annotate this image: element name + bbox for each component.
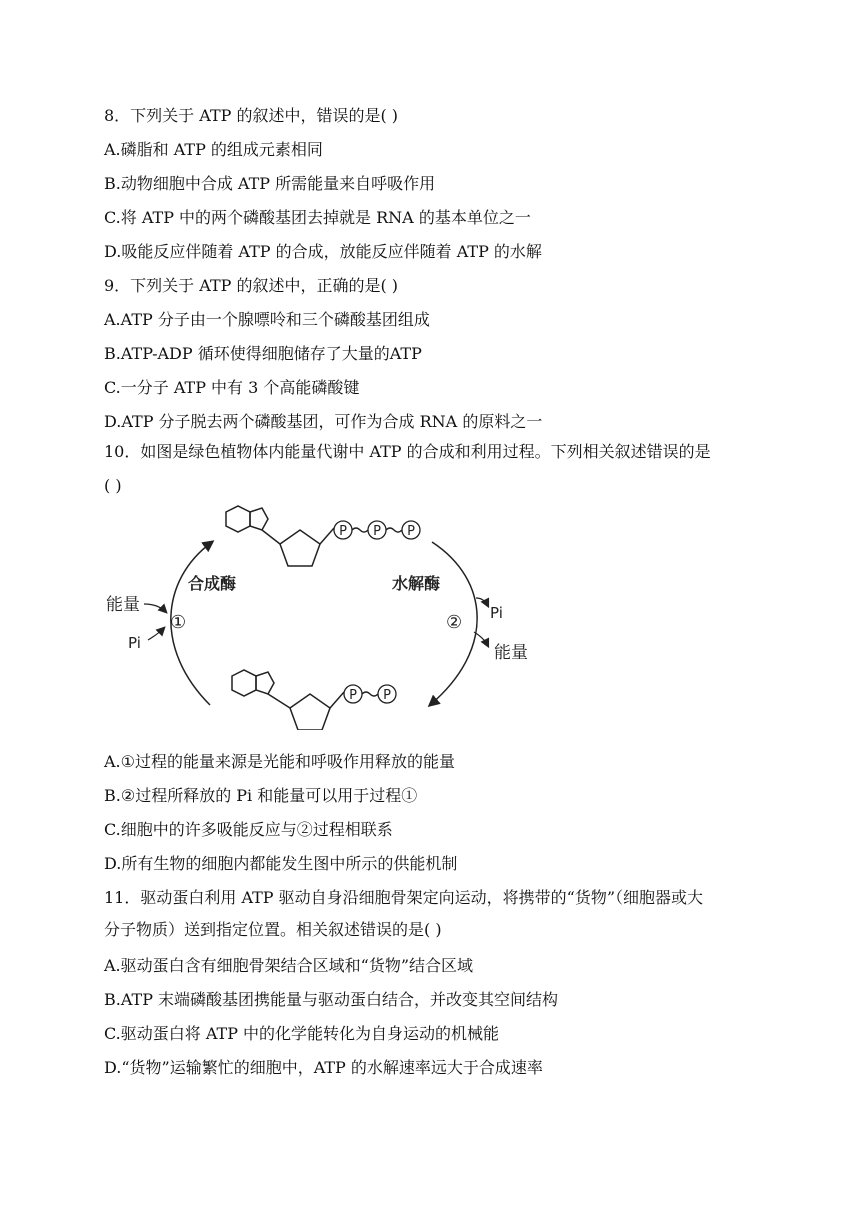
atp-phosphate-2: P [373,524,381,539]
ribose-ring-icon [280,530,320,566]
adp-phosphate-1: P [349,688,357,703]
q11-option-d: D.“货物”运输繁忙的细胞中，ATP 的水解速率远大于合成速率 [104,1058,543,1077]
atp-phosphate-1: P [339,524,347,539]
q10-stem-line2: ( ) [104,476,122,495]
q11-option-c: C.驱动蛋白将 ATP 中的化学能转化为自身运动的机械能 [104,1024,500,1043]
step-2-marker: ② [446,612,463,633]
atp-molecule [226,506,420,566]
energy-input-arrow [144,604,166,612]
q8-stem: 8．下列关于 ATP 的叙述中，错误的是( ) [104,106,399,125]
q9-option-a: A.ATP 分子由一个腺嘌呤和三个磷酸基团组成 [104,310,430,329]
q11-stem-line2: 分子物质）送到指定位置。相关叙述错误的是( ) [104,920,442,939]
pi-input-arrow [148,628,164,640]
q8-option-d: D.吸能反应伴随着 ATP 的合成，放能反应伴随着 ATP 的水解 [104,242,542,261]
q11-option-a: A.驱动蛋白含有细胞骨架结合区域和“货物”结合区域 [104,956,474,975]
synthase-label: 合成酶 [188,574,237,593]
energy-input-label: 能量 [106,595,140,615]
adp-molecule [232,670,396,730]
q11-stem-line1: 11．驱动蛋白利用 ATP 驱动自身沿细胞骨架定向运动，将携带的“货物”（细胞器或大 [104,888,704,907]
q10-option-c: C.细胞中的许多吸能反应与②过程相联系 [104,820,393,839]
q9-option-d: D.ATP 分子脱去两个磷酸基团，可作为合成 RNA 的原料之一 [104,412,543,431]
hydrolase-label: 水解酶 [392,574,441,593]
q11-option-b: B.ATP 末端磷酸基团携能量与驱动蛋白结合，并改变其空间结构 [104,990,559,1009]
pi-input-label: Pi [128,634,141,652]
atp-adp-cycle-diagram [100,500,560,730]
adenine-ring-icon [232,670,274,696]
q9-option-c: C.一分子 ATP 中有 3 个高能磷酸键 [104,378,360,397]
step-1-marker: ① [170,612,187,633]
q10-stem-line1: 10．如图是绿色植物体内能量代谢中 ATP 的合成和利用过程。下列相关叙述错误的是 [104,442,711,461]
q10-option-a: A.①过程的能量来源是光能和呼吸作用释放的能量 [104,752,455,771]
q8-option-b: B.动物细胞中合成 ATP 所需能量来自呼吸作用 [104,174,436,193]
ribose-ring-icon [290,694,330,730]
q10-option-b: B.②过程所释放的 Pi 和能量可以用于过程① [104,786,418,805]
q8-option-a: A.磷脂和 ATP 的组成元素相同 [104,140,323,159]
q8-option-c: C.将 ATP 中的两个磷酸基团去掉就是 RNA 的基本单位之一 [104,208,531,227]
q9-stem: 9．下列关于 ATP 的叙述中，正确的是( ) [104,276,399,295]
pi-output-arrow [476,598,488,606]
pi-output-label: Pi [490,604,503,622]
atp-phosphate-3: P [407,524,415,539]
q10-option-d: D.所有生物的细胞内都能发生图中所示的供能机制 [104,854,458,873]
q9-option-b: B.ATP-ADP 循环使得细胞储存了大量的ATP [104,344,422,363]
adenine-ring-icon [226,506,268,532]
adp-phosphate-2: P [383,688,391,703]
energy-output-label: 能量 [494,643,528,663]
